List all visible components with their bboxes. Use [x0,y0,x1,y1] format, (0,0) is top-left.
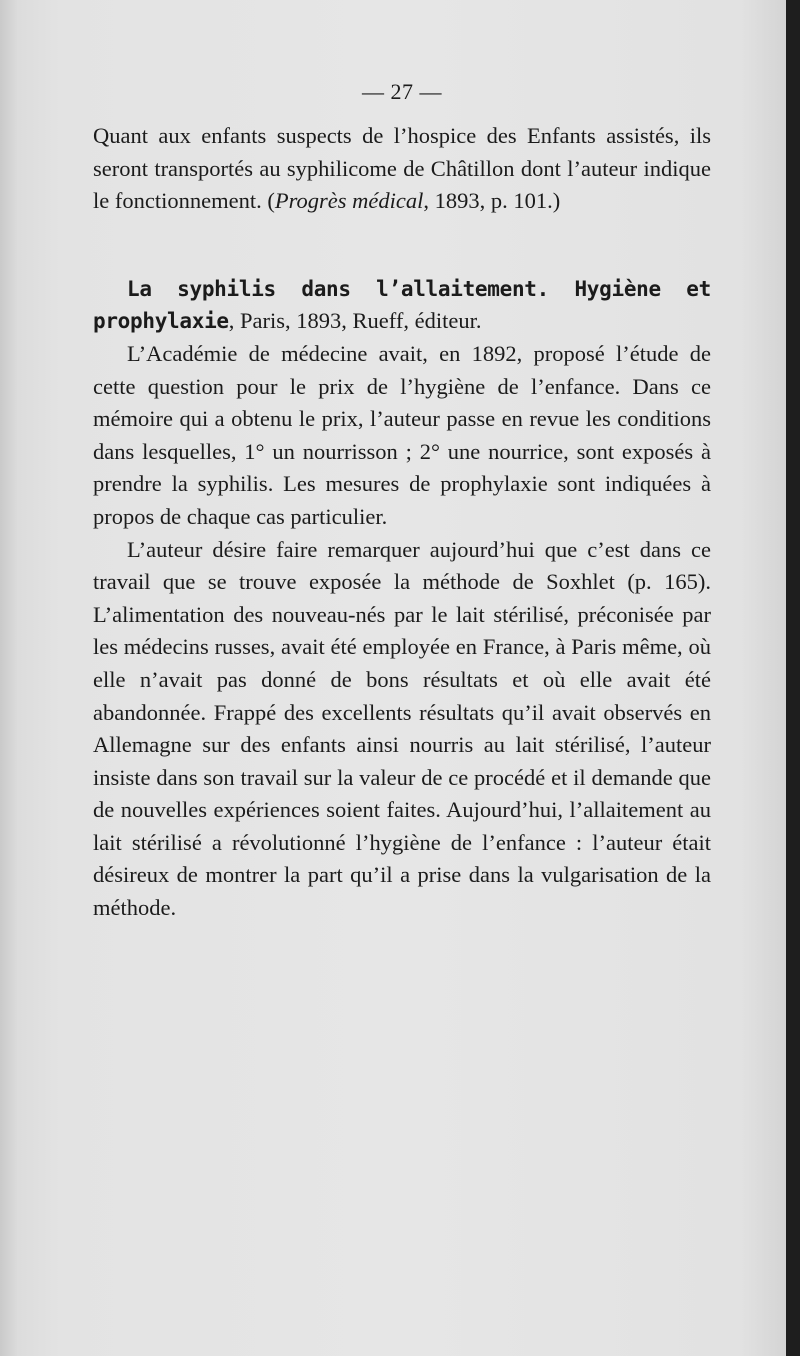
intro-paragraph [93,120,711,218]
reference-title: La syphilis dans l’allaitement. Hygiène et prophylaxie [93,276,711,334]
page-number: — 27 — [362,79,442,104]
body-paragraph: L’Académie de médecine avait, en 1892, proposé l’étude de cette question pour le prix de l’hygiène de l’enfance. Dans ce mémoire qui a obtenu le prix, l’auteur passe en revue les conditions dans lesquelles, 1° un nourrisson ; 2° une nourrice, sont exposés à prendre la syphilis. Les mesures de prophylaxie sont indiquées à propos de chaque cas particulier. [93,340,711,529]
intro-text: Quant aux enfants suspects de l’hospice des Enfants assistés, ils seront transportés au syphilicome de Châtillon dont l’auteur indique le fonctionnement. ( [93,123,711,214]
reference-details: , Paris, 1893, Rueff, éditeur. [228,308,482,334]
intro-citation: , 1893, p. 101.) [423,188,561,214]
reference-entry [93,273,711,338]
journal-title: Progrès médical [274,188,424,214]
scan-edge [786,0,800,1356]
page-text [93,78,711,925]
body-paragraph: L’auteur désire faire remarquer aujourd’hui que c’est dans ce travail que se trouve exposée la méthode de Soxhlet (p. 165). L’alimentation des nouveau-nés par le lait stérilisé, préconisée par les médecins russes, avait été employée en France, à Paris même, où elle n’avait pas donné de bons résultats et où elle avait été abandonnée. Frappé des excellents résultats qu’il avait observés en Allemagne sur des enfants ainsi nourris au lait stérilisé, l’auteur insiste dans son travail sur la valeur de ce procédé et il demande que de nouvelles expériences soient faites. Aujourd’hui, l’allaitement au lait stérilisé a révolutionné l’hygiène de l’enfance : l’auteur était désireux de montrer la part qu’il a prise dans la vulgarisation de la méthode. [93,536,711,921]
section-gap [93,218,711,273]
